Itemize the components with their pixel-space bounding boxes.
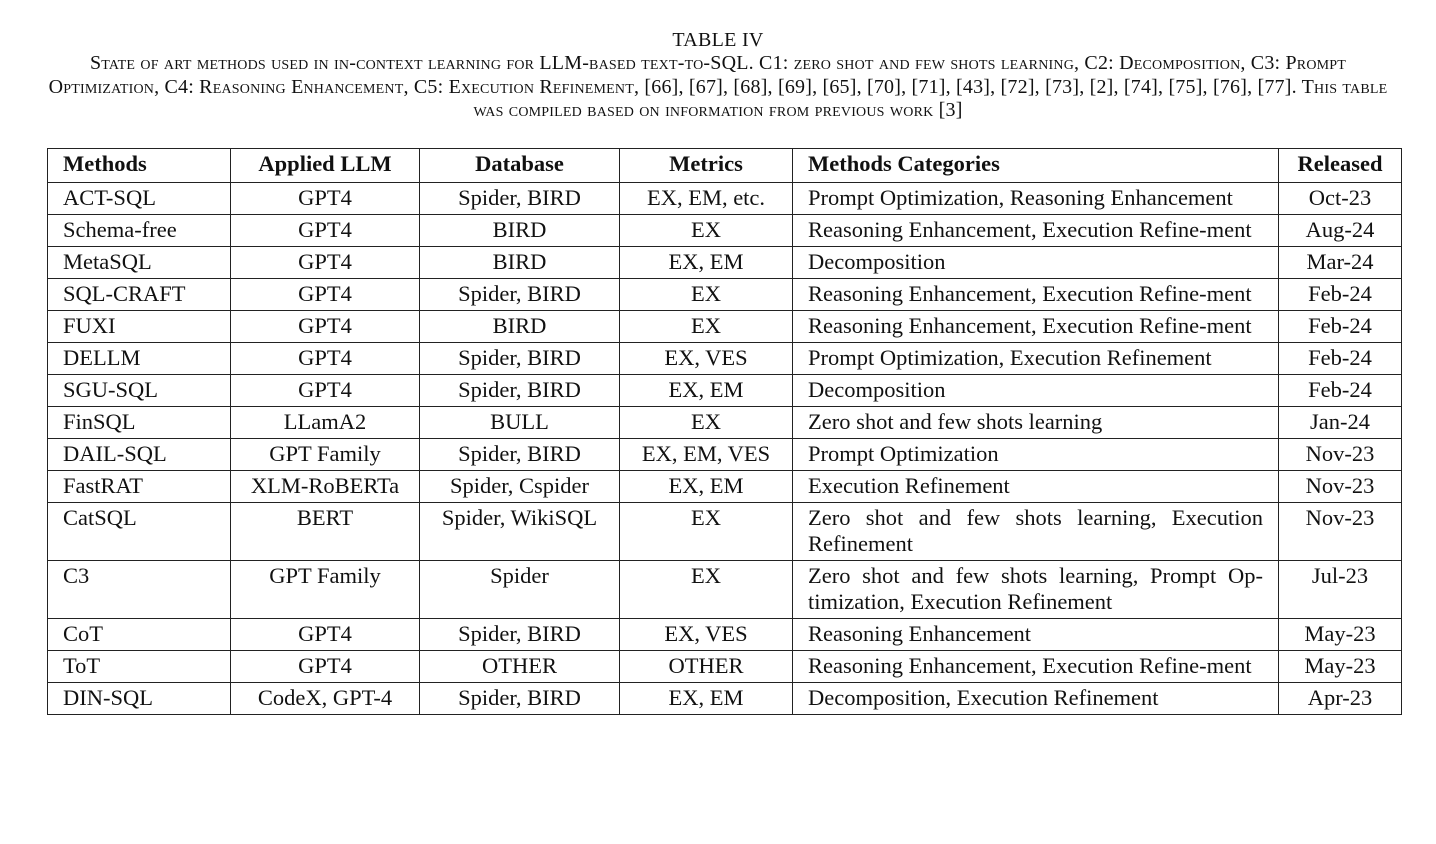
cell-database: Spider, BIRD <box>420 183 620 215</box>
header-released: Released <box>1279 149 1402 183</box>
cell-llm: LLamA2 <box>231 407 420 439</box>
cell-released: May-23 <box>1279 619 1402 651</box>
table-row <box>48 279 1402 311</box>
cell-llm: GPT4 <box>231 247 420 279</box>
table-row <box>48 471 1402 503</box>
cell-llm: GPT4 <box>231 183 420 215</box>
cell-database: Spider, BIRD <box>420 375 620 407</box>
cell-categories: Reasoning Enhancement, Execution Refine-ment <box>793 651 1279 683</box>
cell-categories: Reasoning Enhancement, Execution Refine-ment <box>793 279 1279 311</box>
cell-metrics: EX <box>620 279 793 311</box>
cell-llm: GPT4 <box>231 651 420 683</box>
cell-categories: Reasoning Enhancement, Execution Refine-ment <box>793 311 1279 343</box>
cell-method: FUXI <box>48 311 231 343</box>
cell-database: Spider, BIRD <box>420 439 620 471</box>
cell-categories: Prompt Optimization <box>793 439 1279 471</box>
table-row <box>48 619 1402 651</box>
cell-categories: Decomposition <box>793 375 1279 407</box>
cell-database: OTHER <box>420 651 620 683</box>
cell-database: BIRD <box>420 215 620 247</box>
cell-database: Spider, BIRD <box>420 343 620 375</box>
cell-metrics: EX <box>620 561 793 619</box>
cell-metrics: EX, EM, VES <box>620 439 793 471</box>
cell-method: DELLM <box>48 343 231 375</box>
cell-categories: Zero shot and few shots learning <box>793 407 1279 439</box>
cell-metrics: EX, EM, etc. <box>620 183 793 215</box>
cell-llm: GPT4 <box>231 215 420 247</box>
cell-llm: GPT Family <box>231 561 420 619</box>
cell-released: Aug-24 <box>1279 215 1402 247</box>
cell-released: Oct-23 <box>1279 183 1402 215</box>
header-metrics: Metrics <box>620 149 793 183</box>
cell-llm: GPT4 <box>231 343 420 375</box>
cell-released: May-23 <box>1279 651 1402 683</box>
cell-method: CatSQL <box>48 503 231 561</box>
table-header <box>48 149 1402 183</box>
methods-table <box>47 148 1402 715</box>
cell-database: BULL <box>420 407 620 439</box>
header-methods-categories: Methods Categories <box>793 149 1279 183</box>
cell-released: Apr-23 <box>1279 683 1402 715</box>
cell-metrics: EX, EM <box>620 247 793 279</box>
table-row <box>48 247 1402 279</box>
cell-categories: Zero shot and few shots learning, Execution Refinement <box>793 503 1279 561</box>
cell-released: Nov-23 <box>1279 439 1402 471</box>
cell-released: Feb-24 <box>1279 279 1402 311</box>
cell-released: Feb-24 <box>1279 311 1402 343</box>
cell-metrics: EX, VES <box>620 619 793 651</box>
cell-database: Spider, BIRD <box>420 279 620 311</box>
cell-method: SQL-CRAFT <box>48 279 231 311</box>
cell-method: CoT <box>48 619 231 651</box>
cell-metrics: EX <box>620 311 793 343</box>
cell-categories: Reasoning Enhancement, Execution Refine-ment <box>793 215 1279 247</box>
cell-released: Jan-24 <box>1279 407 1402 439</box>
table-row <box>48 183 1402 215</box>
table-caption <box>40 28 1396 123</box>
header-methods: Methods <box>48 149 231 183</box>
cell-database: Spider, Cspider <box>420 471 620 503</box>
cell-categories: Decomposition <box>793 247 1279 279</box>
cell-released: Nov-23 <box>1279 503 1402 561</box>
cell-database: Spider <box>420 561 620 619</box>
cell-database: Spider, BIRD <box>420 683 620 715</box>
cell-database: BIRD <box>420 311 620 343</box>
table-row <box>48 343 1402 375</box>
table-row <box>48 215 1402 247</box>
cell-categories: Prompt Optimization, Reasoning Enhancement <box>793 183 1279 215</box>
header-database: Database <box>420 149 620 183</box>
table-body <box>48 183 1402 715</box>
cell-database: Spider, WikiSQL <box>420 503 620 561</box>
header-row <box>48 149 1402 183</box>
cell-method: Schema-free <box>48 215 231 247</box>
cell-database: BIRD <box>420 247 620 279</box>
table-row <box>48 683 1402 715</box>
cell-metrics: EX <box>620 215 793 247</box>
table-row <box>48 651 1402 683</box>
table-row <box>48 375 1402 407</box>
cell-categories: Execution Refinement <box>793 471 1279 503</box>
cell-method: DAIL-SQL <box>48 439 231 471</box>
cell-method: DIN-SQL <box>48 683 231 715</box>
cell-metrics: EX <box>620 407 793 439</box>
table-row <box>48 311 1402 343</box>
cell-released: Mar-24 <box>1279 247 1402 279</box>
cell-metrics: EX <box>620 503 793 561</box>
cell-llm: GPT4 <box>231 311 420 343</box>
cell-database: Spider, BIRD <box>420 619 620 651</box>
cell-llm: GPT4 <box>231 619 420 651</box>
cell-released: Jul-23 <box>1279 561 1402 619</box>
cell-llm: GPT4 <box>231 279 420 311</box>
cell-llm: CodeX, GPT-4 <box>231 683 420 715</box>
cell-llm: XLM-RoBERTa <box>231 471 420 503</box>
cell-metrics: EX, VES <box>620 343 793 375</box>
table-row <box>48 561 1402 619</box>
cell-llm: BERT <box>231 503 420 561</box>
cell-method: SGU-SQL <box>48 375 231 407</box>
cell-llm: GPT Family <box>231 439 420 471</box>
table-row <box>48 503 1402 561</box>
cell-metrics: EX, EM <box>620 471 793 503</box>
cell-released: Nov-23 <box>1279 471 1402 503</box>
cell-metrics: EX, EM <box>620 375 793 407</box>
cell-categories: Decomposition, Execution Refinement <box>793 683 1279 715</box>
cell-method: ToT <box>48 651 231 683</box>
table-label: TABLE IV <box>672 29 764 51</box>
table-row <box>48 439 1402 471</box>
caption-text: State of art methods used in in-context learning for LLM-based text-to-SQL. C1: zero shot and few shots learning, C2: Decomposition, C3: Prompt Optimization, C4: Reasoning Enhancement, C5: Execution Refinement, [66], [67], [68], [69], [65], [70], [71], [43], [72], [73], [2], [74], [75], [76], [77]. This table was compiled based on information from previous work [3] <box>48 52 1388 121</box>
cell-metrics: OTHER <box>620 651 793 683</box>
cell-metrics: EX, EM <box>620 683 793 715</box>
cell-method: MetaSQL <box>48 247 231 279</box>
header-applied-llm: Applied LLM <box>231 149 420 183</box>
cell-method: FastRAT <box>48 471 231 503</box>
cell-released: Feb-24 <box>1279 343 1402 375</box>
cell-categories: Prompt Optimization, Execution Refinement <box>793 343 1279 375</box>
cell-categories: Zero shot and few shots learning, Prompt Op-timization, Execution Refinement <box>793 561 1279 619</box>
cell-categories: Reasoning Enhancement <box>793 619 1279 651</box>
cell-method: C3 <box>48 561 231 619</box>
cell-method: ACT-SQL <box>48 183 231 215</box>
cell-released: Feb-24 <box>1279 375 1402 407</box>
cell-method: FinSQL <box>48 407 231 439</box>
table-row <box>48 407 1402 439</box>
cell-llm: GPT4 <box>231 375 420 407</box>
